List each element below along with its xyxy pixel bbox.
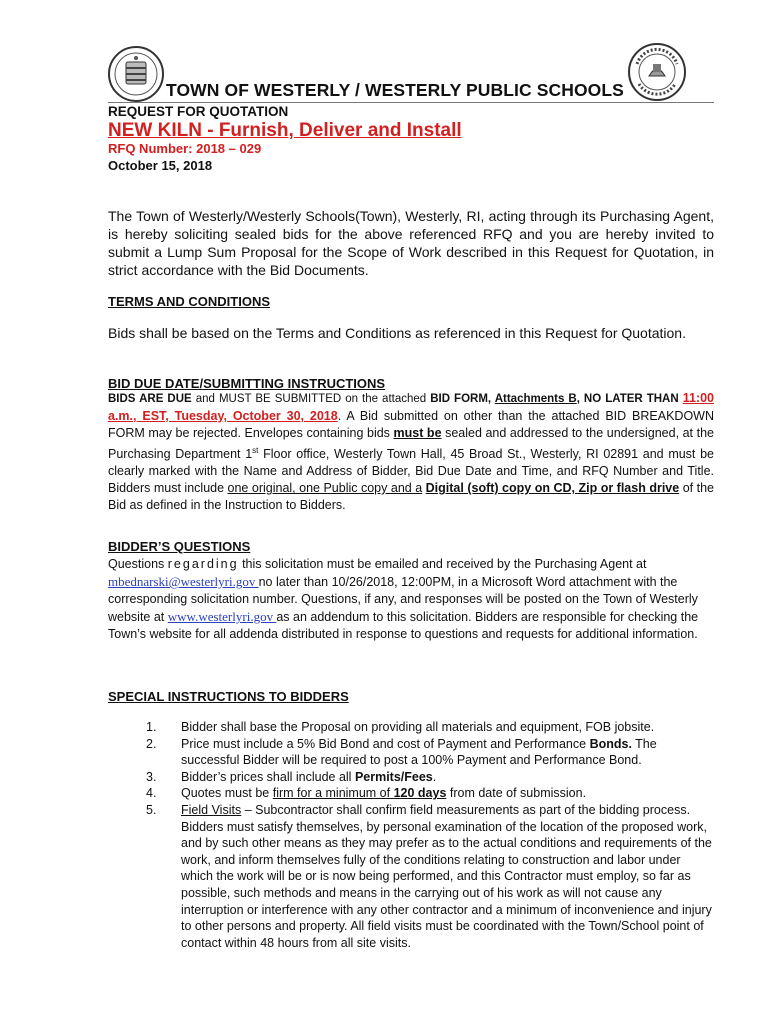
purchasing-email-link[interactable]: mbednarski@westerlyri.gov bbox=[108, 574, 259, 589]
digital-copy-requirement: Digital (soft) copy on CD, Zip or flash drive bbox=[425, 481, 680, 496]
item-emphasis: 120 days bbox=[393, 786, 447, 801]
item-number: 1. bbox=[146, 720, 157, 734]
list-item bbox=[108, 785, 714, 802]
bid-text: and MUST BE SUBMITTED on the attached bbox=[191, 393, 431, 405]
item-underlined: Field Visits bbox=[181, 802, 242, 817]
item-text bbox=[181, 802, 714, 951]
bid-due-heading: BID DUE DATE/SUBMITTING INSTRUCTIONS bbox=[108, 376, 386, 391]
questions-text: no later than 10/26/2018, 12:00PM, in a Microsoft Word attachment with the corresponding solicitation number. Questions, if any, and responses will be posted on the Town of Westerly website at bbox=[108, 575, 698, 624]
bid-text: sealed and addressed to the undersigned, at the Purchasing Department 1 bbox=[108, 426, 714, 462]
item-text: Bidder shall base the Proposal on providing all materials and equipment, FOB jobsite. bbox=[181, 720, 655, 734]
item-text-part: Price must include a 5% Bid Bond and cost of Payment and Performance bbox=[181, 736, 590, 751]
item-number: 3. bbox=[146, 769, 157, 784]
item-emphasis: Permits/Fees bbox=[354, 769, 433, 784]
terms-paragraph: Bids shall be based on the Terms and Conditions as referenced in this Request for Quotation. bbox=[108, 325, 686, 341]
bid-form-label: BID FORM, bbox=[430, 393, 495, 405]
item-number: 5. bbox=[146, 802, 157, 817]
header-divider bbox=[108, 102, 714, 103]
document-type: REQUEST FOR QUOTATION bbox=[108, 104, 289, 119]
bid-text: of the Bid as defined in the Instruction to Bidders. bbox=[108, 481, 714, 513]
list-item bbox=[108, 802, 714, 951]
item-text-part: from date of submission. bbox=[446, 786, 587, 801]
page-title: TOWN OF WESTERLY / WESTERLY PUBLIC SCHOOLS bbox=[166, 80, 624, 100]
questions-text: this solicitation must be emailed and received by the Purchasing Agent at bbox=[238, 557, 647, 571]
special-instructions-heading: SPECIAL INSTRUCTIONS TO BIDDERS bbox=[108, 689, 349, 704]
list-item bbox=[108, 719, 714, 736]
document-title: NEW KILN - Furnish, Deliver and Install bbox=[108, 120, 462, 141]
item-number: 2. bbox=[146, 736, 157, 751]
bids-due-label: BIDS ARE DUE bbox=[108, 393, 192, 405]
intro-paragraph: The Town of Westerly/Westerly Schools(Town), Westerly, RI, acting through its Purchasing Agent, is hereby soliciting sealed bids for the above referenced RFQ and you are hereby invited to submit a Lump Sum Proposal for the Scope of Work described in this Request for Quotation, in strict accordance with the Bid Documents. bbox=[108, 208, 714, 278]
item-text bbox=[181, 736, 714, 769]
questions-heading: BIDDER’S QUESTIONS bbox=[108, 539, 251, 554]
attachments-label: Attachments B bbox=[494, 393, 577, 405]
item-text-part: . bbox=[432, 769, 437, 784]
town-seal-icon bbox=[108, 46, 164, 102]
item-underlined: firm for a minimum of bbox=[272, 786, 394, 801]
terms-heading: TERMS AND CONDITIONS bbox=[108, 294, 271, 309]
questions-text: Questions bbox=[108, 557, 168, 571]
item-text-part: The successful Bidder will be required to post a 100% Payment and Performance Bond. bbox=[181, 736, 657, 768]
list-item bbox=[108, 736, 714, 769]
item-number: 4. bbox=[146, 786, 157, 801]
special-instructions-list bbox=[108, 719, 714, 951]
questions-paragraph bbox=[108, 556, 714, 643]
rfq-number: RFQ Number: 2018 – 029 bbox=[108, 141, 262, 156]
questions-text: as an addendum to this solicitation. Bidders are responsible for checking the Town’s website for all addenda distributed in response to questions and requests for additional information. bbox=[108, 610, 699, 641]
no-later-label: , NO LATER THAN bbox=[576, 393, 683, 405]
document-date: October 15, 2018 bbox=[108, 158, 213, 173]
bid-deadline: 11:00 a.m., EST, Tuesday, October 30, 2018 bbox=[108, 391, 714, 423]
superscript: st bbox=[252, 446, 259, 455]
list-item bbox=[108, 769, 714, 786]
must-be-emphasis: must be bbox=[393, 426, 442, 440]
bid-text: Floor office, Westerly Town Hall, 45 Broad St., Westerly, RI 02891 and must be clearly marked with the Name and Address of Bidder, Bid Due Date and Time, and RFQ Number and Title. Bidders must include bbox=[108, 447, 714, 496]
schools-seal-icon bbox=[627, 42, 687, 102]
town-website-link[interactable]: www.westerlyri.gov bbox=[167, 609, 277, 624]
item-text-part: Bidder’s prices shall include all bbox=[181, 769, 355, 784]
item-text-part: Quotes must be bbox=[181, 786, 273, 801]
bid-due-paragraph bbox=[108, 390, 714, 514]
item-emphasis: Bonds. bbox=[589, 736, 632, 751]
copies-requirement: one original, one Public copy and a bbox=[227, 481, 423, 496]
item-text bbox=[181, 785, 714, 802]
item-text bbox=[181, 769, 714, 786]
item-text-part: – Subcontractor shall confirm field measurements as part of the bidding process. Bidders must satisfy themselves, by personal examination of the location of the proposed work, and by such other means as they may prefer as to the actual conditions and requirements of the work, and inform themselves fully of the conditions relating to construction and labor under which the work will be or is now being performed, and this Contractor must employ, so far as possible, such methods and means in the carrying out of his work as will not cause any interruption or interference with any other contractor and a minimum of inconvenience and injury to other persons and property. All field visits must be coordinated with the Town/School point of contact within 48 hours from all site visits. bbox=[181, 802, 712, 950]
questions-text: regarding bbox=[167, 557, 239, 571]
bid-text: . A Bid submitted on other than the attached BID BREAKDOWN FORM may be rejected. Envelopes containing bids bbox=[108, 409, 714, 440]
